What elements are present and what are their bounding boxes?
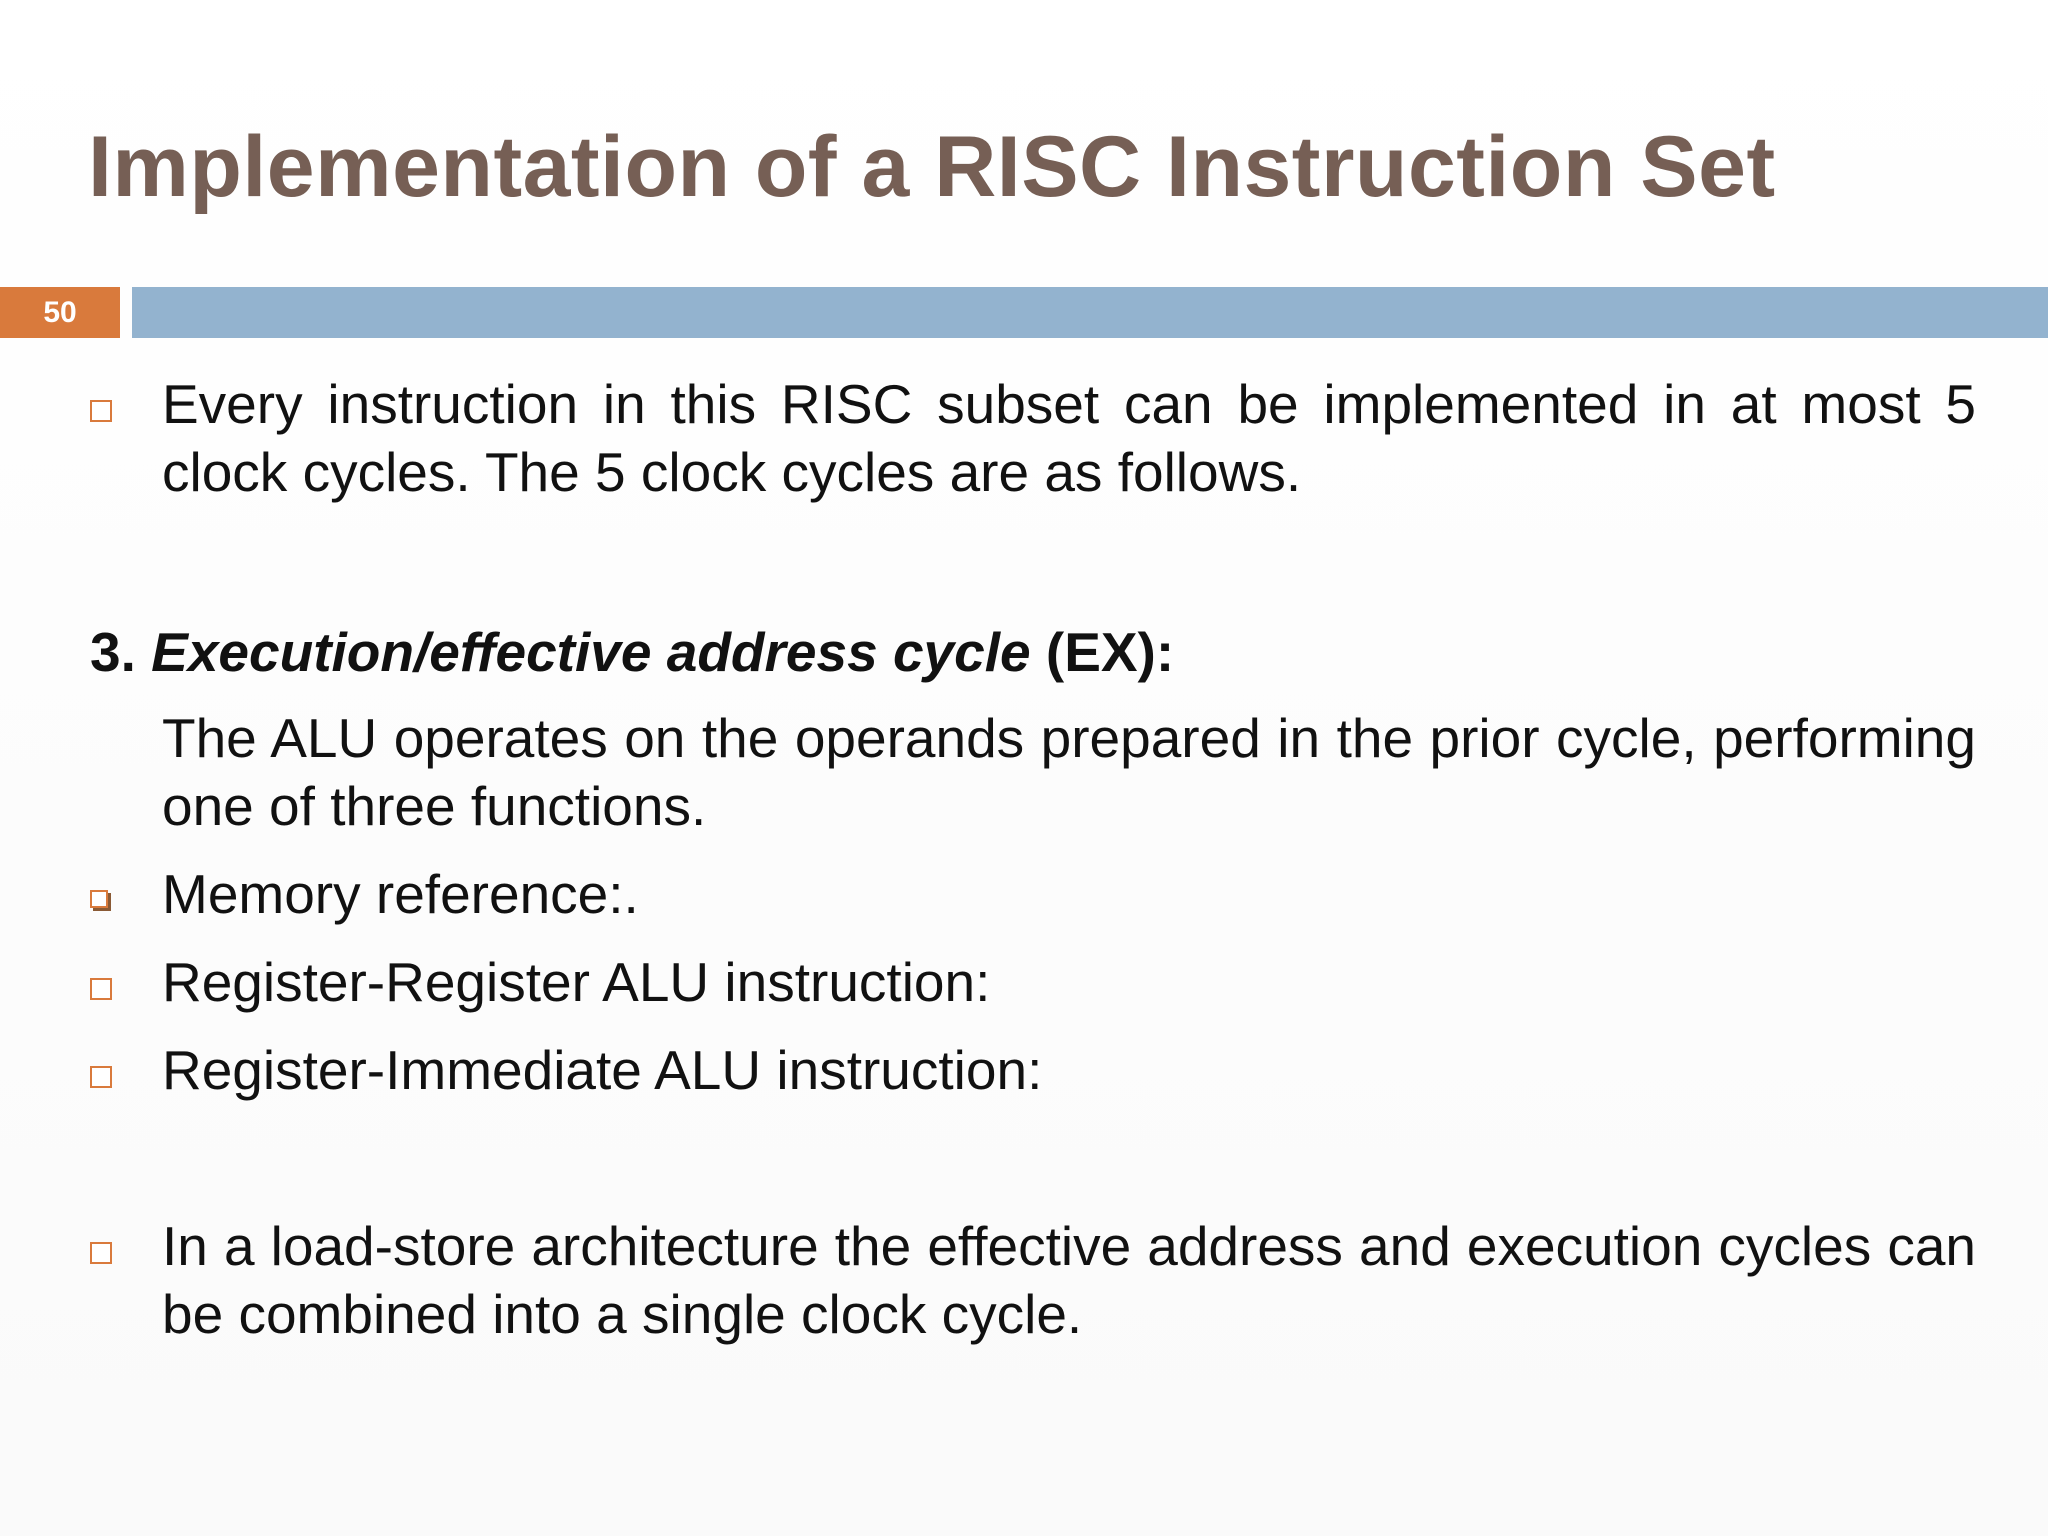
description-paragraph: The ALU operates on the operands prepared in the prior cycle, performing one of three functions.	[162, 707, 1976, 837]
slide-title: Implementation of a RISC Instruction Set	[88, 119, 1776, 215]
section-heading	[90, 620, 1174, 684]
heading-number: 3.	[90, 621, 136, 683]
bullet-text: Memory reference:.	[162, 863, 639, 925]
square-bullet-icon	[90, 1242, 112, 1264]
bullet-item-register-register	[90, 948, 1976, 1018]
bullet-text: Register-Register ALU instruction:	[162, 951, 991, 1013]
heading-title: Execution/effective address cycle	[151, 621, 1031, 683]
bullet-text: Register-Immediate ALU instruction:	[162, 1039, 1043, 1101]
bullet-text: Every instruction in this RISC subset can be implemented in at most 5 clock cycles. The 5 clock cycles are as follows.	[162, 373, 1976, 503]
bullet-item-memory-reference	[90, 860, 1976, 930]
bullet-text: In a load-store architecture the effective address and execution cycles can be combined into a single clock cycle.	[162, 1215, 1976, 1345]
square-bullet-icon	[90, 1066, 112, 1088]
slide-number: 50	[0, 287, 120, 338]
square-bullet-icon	[90, 978, 112, 1000]
square-bullet-icon	[90, 400, 112, 422]
bullet-item-load-store-note	[90, 1212, 1976, 1352]
bullet-item-register-immediate	[90, 1036, 1976, 1106]
heading-suffix: (EX):	[1045, 621, 1175, 683]
bullet-item-intro	[90, 370, 1976, 510]
shadow-square-bullet-icon	[90, 890, 108, 908]
